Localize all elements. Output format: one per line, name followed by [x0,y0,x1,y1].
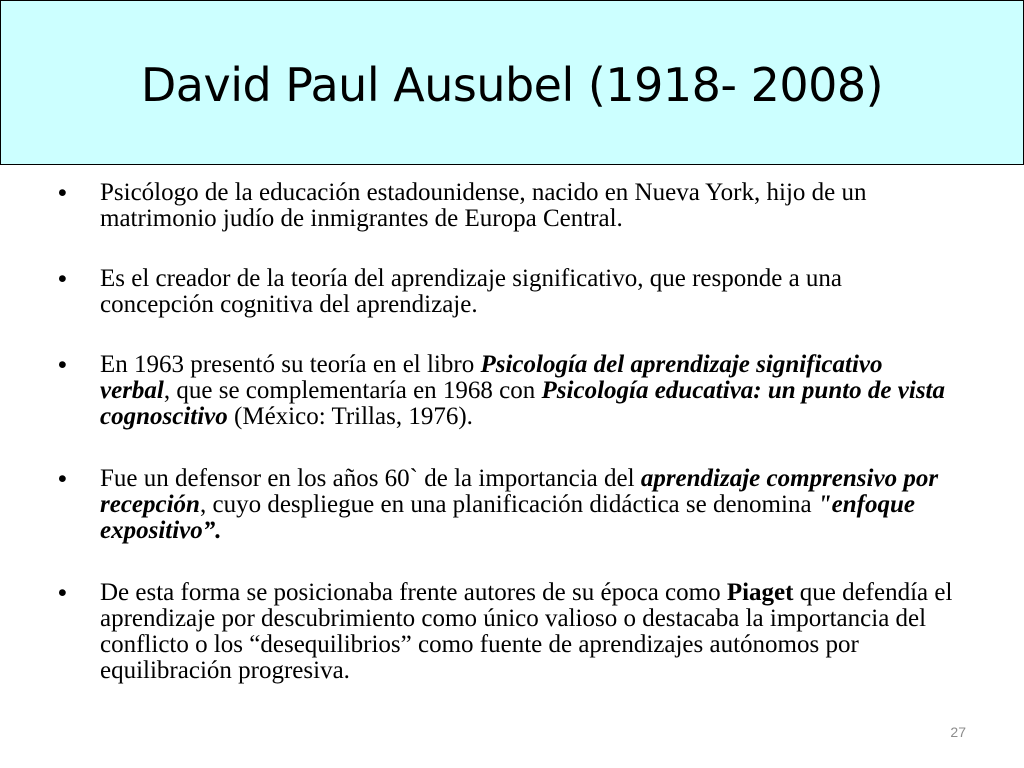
bullet-text: De esta forma se posicionaba frente autores de su época como [100,579,727,606]
bullet-item [58,466,958,544]
bullet-text: (México: Trillas, 1976). [227,403,473,430]
bullet-icon: • [58,265,67,293]
bullet-item [58,352,958,430]
bullet-text: Psicólogo de la educación estadounidense, nacido en Nueva York, hijo de un matrimonio judío de inmigrantes de Europa Central. [100,179,867,232]
page-number: 27 [950,724,966,740]
emphasis-term: aprendizaje comprensivo por recepción [100,465,939,518]
bullet-item [58,180,958,232]
bullet-text: Fue un defensor en los años 60` de la importancia del [100,465,641,492]
slide-title: David Paul Ausubel (1918- 2008) [140,57,884,112]
book-title: Psicología educativa: un punto de vista cognoscitivo [100,377,945,430]
bullet-icon: • [58,179,67,207]
bullet-list [58,180,958,718]
bullet-icon: • [58,579,67,607]
bullet-text: , cuyo despliegue en una planificación didáctica se denomina [199,491,818,518]
emphasis-term: "enfoque expositivo”. [100,491,916,544]
book-title: Psicología del aprendizaje significativo verbal [100,351,883,404]
bullet-item [58,580,958,684]
bullet-text: , que se complementaría en 1968 con [163,377,542,404]
bullet-text: Es el creador de la teoría del aprendizaje significativo, que responde a una concepción cognitiva del aprendizaje. [100,265,843,318]
title-banner [0,0,1024,165]
emphasis-name: Piaget [726,579,794,606]
bullet-icon: • [58,465,67,493]
bullet-text: que defendía el aprendizaje por descubrimiento como único valioso o destacaba la importancia del conflicto o los “desequilibrios” como fuente de aprendizajes autónomos por equilibración progresiva. [100,579,953,684]
bullet-text: En 1963 presentó su teoría en el libro [100,351,481,378]
bullet-icon: • [58,351,67,379]
bullet-item [58,266,958,318]
